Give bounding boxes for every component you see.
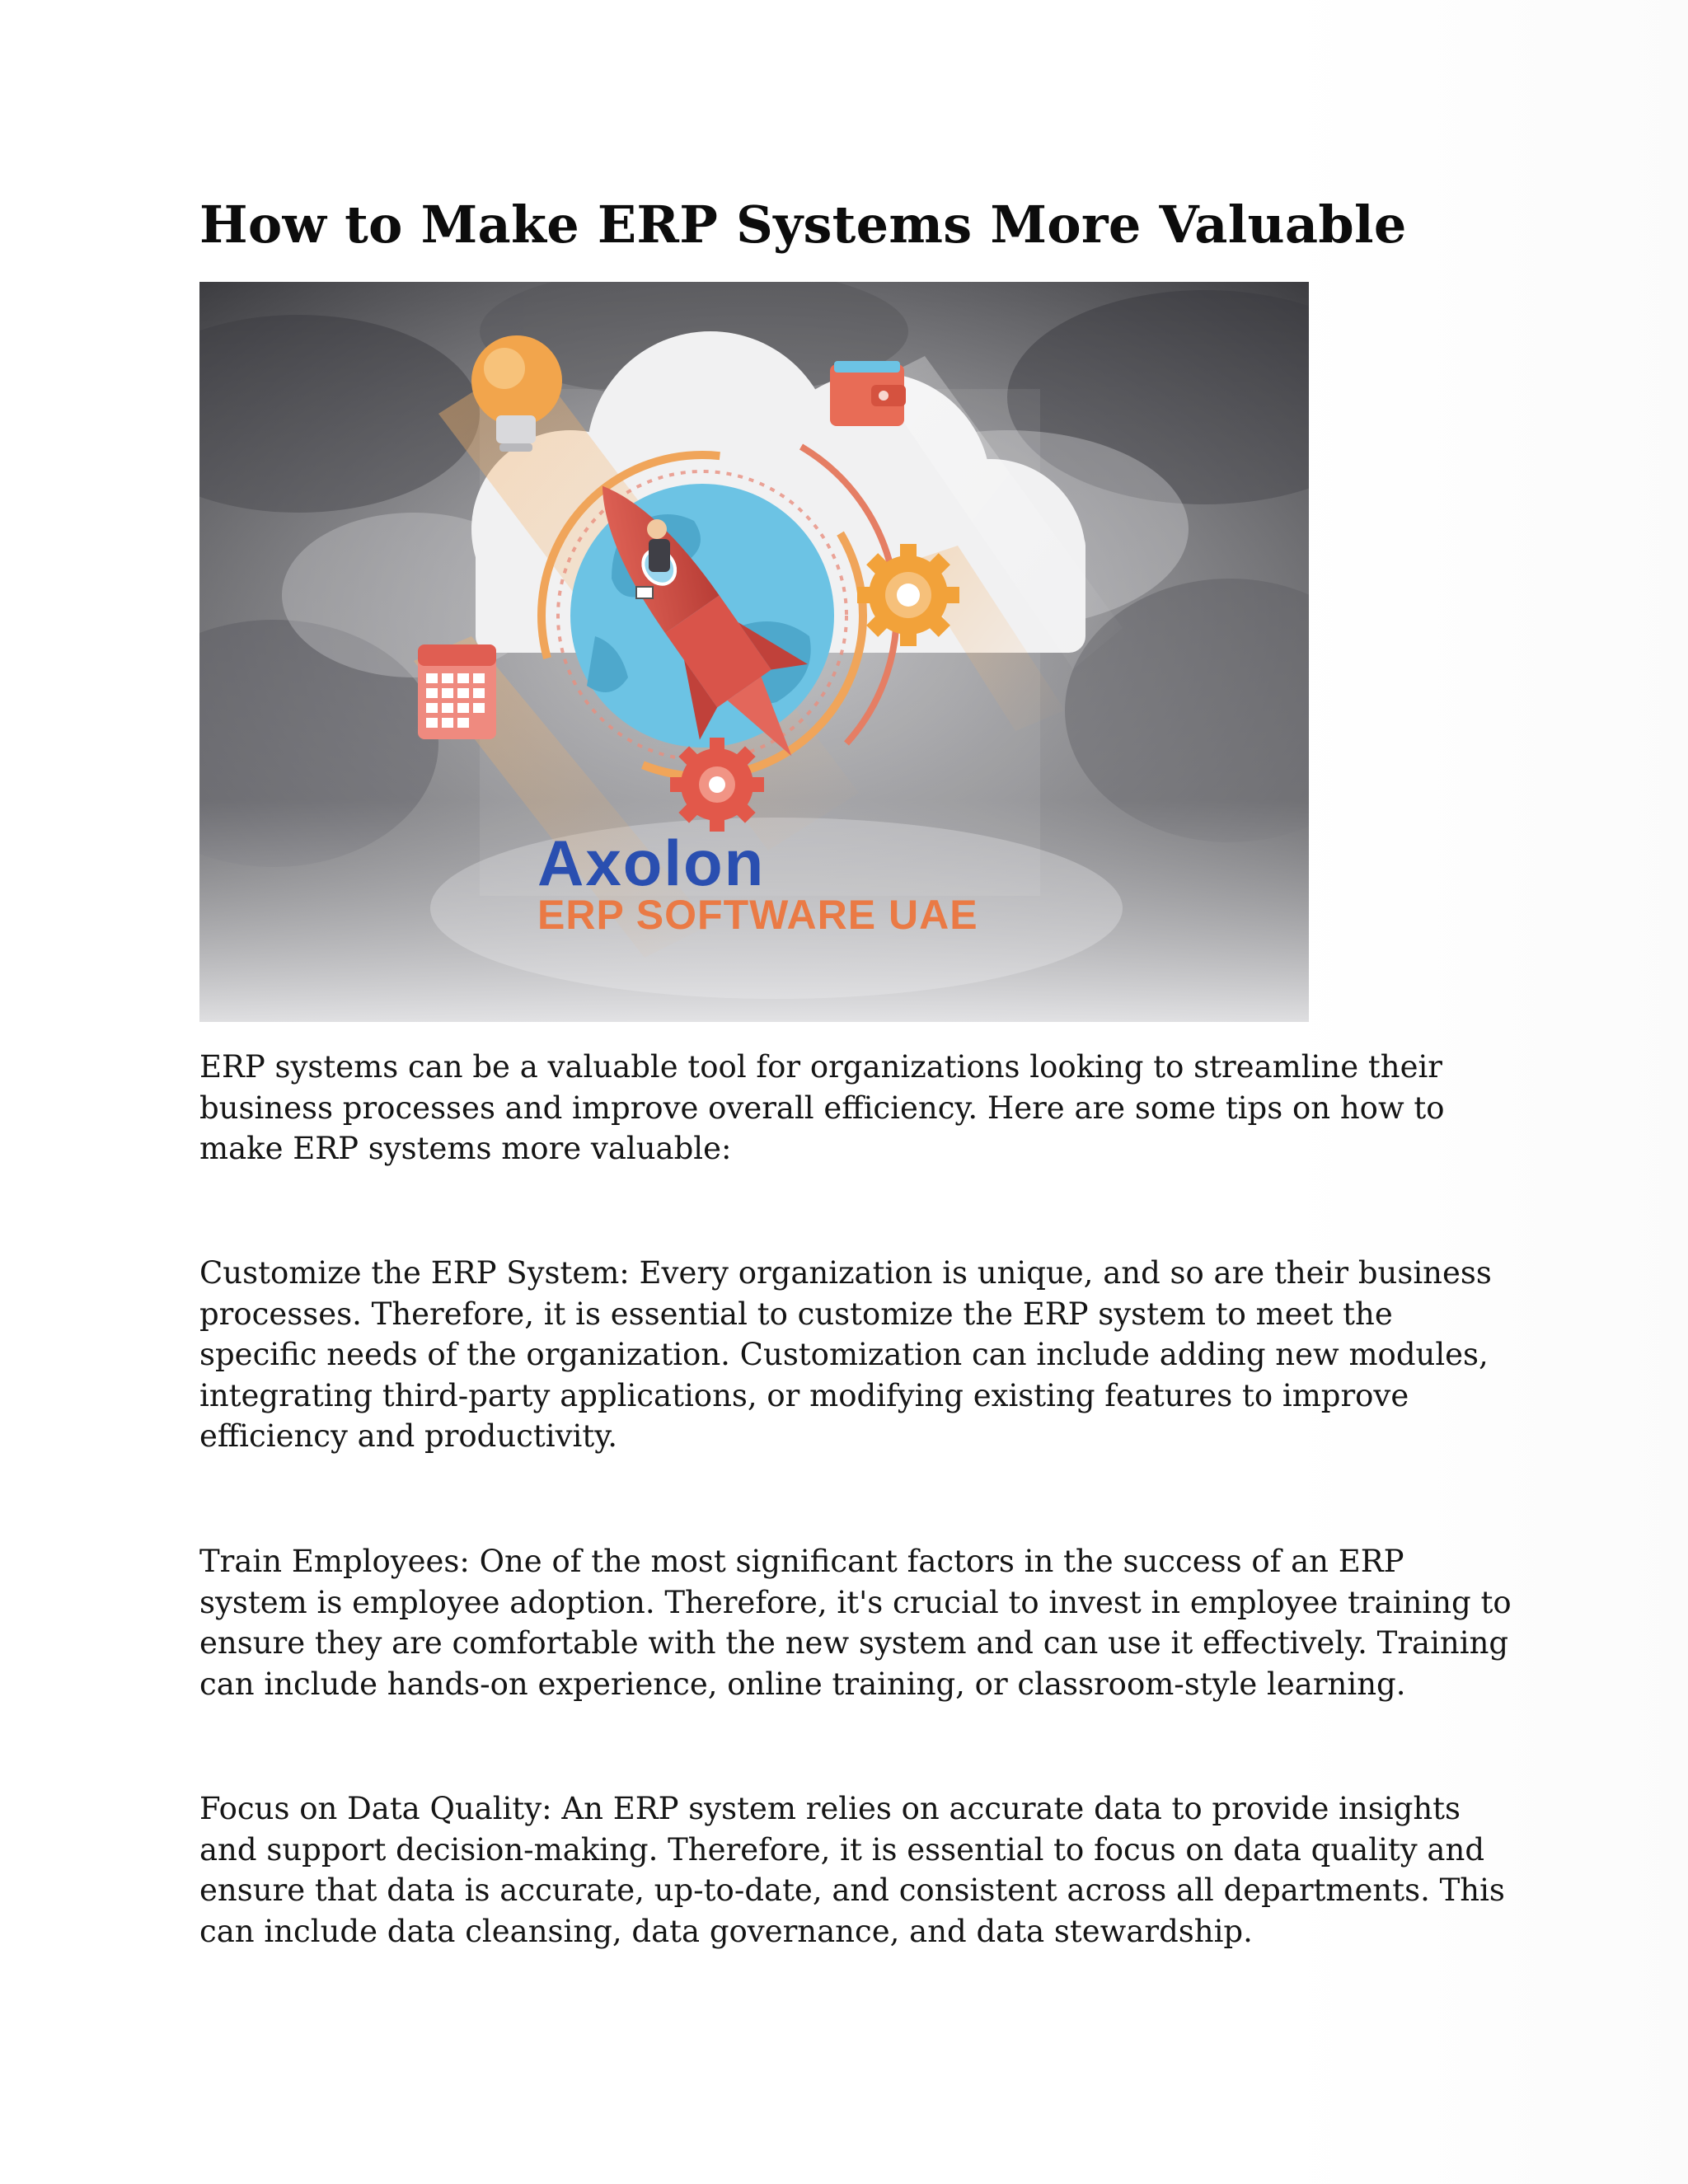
brand-tagline: ERP SOFTWARE UAE	[537, 892, 978, 938]
tip-paragraph-customize: Customize the ERP System: Every organization is unique, and so are their business processes. Therefore, it is essential to customize the ERP system to meet the specific needs of the organization. Customization can include adding new modules, integrating third-party applications, or modifying existing features to improve efficiency and productivity.	[199, 1255, 1492, 1454]
calendar-icon	[418, 644, 496, 739]
tip-paragraph-data-quality: Focus on Data Quality: An ERP system relies on accurate data to provide insights and support decision-making. Therefore, it is essential to focus on data quality and ensure that data is accurate, up-to-date, and consistent across all departments. This can include data cleansing, data governance, and data stewardship.	[199, 1791, 1505, 1949]
brand-logo-text: Axolon	[537, 827, 766, 899]
intro-paragraph: ERP systems can be a valuable tool for organizations looking to streamline their business processes and improve overall efficiency. Here are some tips on how to make ERP systems more valuable:	[199, 1049, 1445, 1166]
wallet-icon	[830, 361, 906, 426]
gear-icon	[857, 544, 959, 646]
gear-red-icon	[670, 738, 764, 832]
page-title: How to Make ERP Systems More Valuable	[199, 194, 1407, 255]
hero-image	[199, 282, 1309, 1022]
tip-paragraph-train: Train Employees: One of the most significant factors in the success of an ERP system is employee adoption. Therefore, it's crucial to invest in employee training to ensure they are comfortable with the new system and can use it effectively. Training can include hands-on experience, online training, or classroom-style learning.	[199, 1544, 1512, 1702]
